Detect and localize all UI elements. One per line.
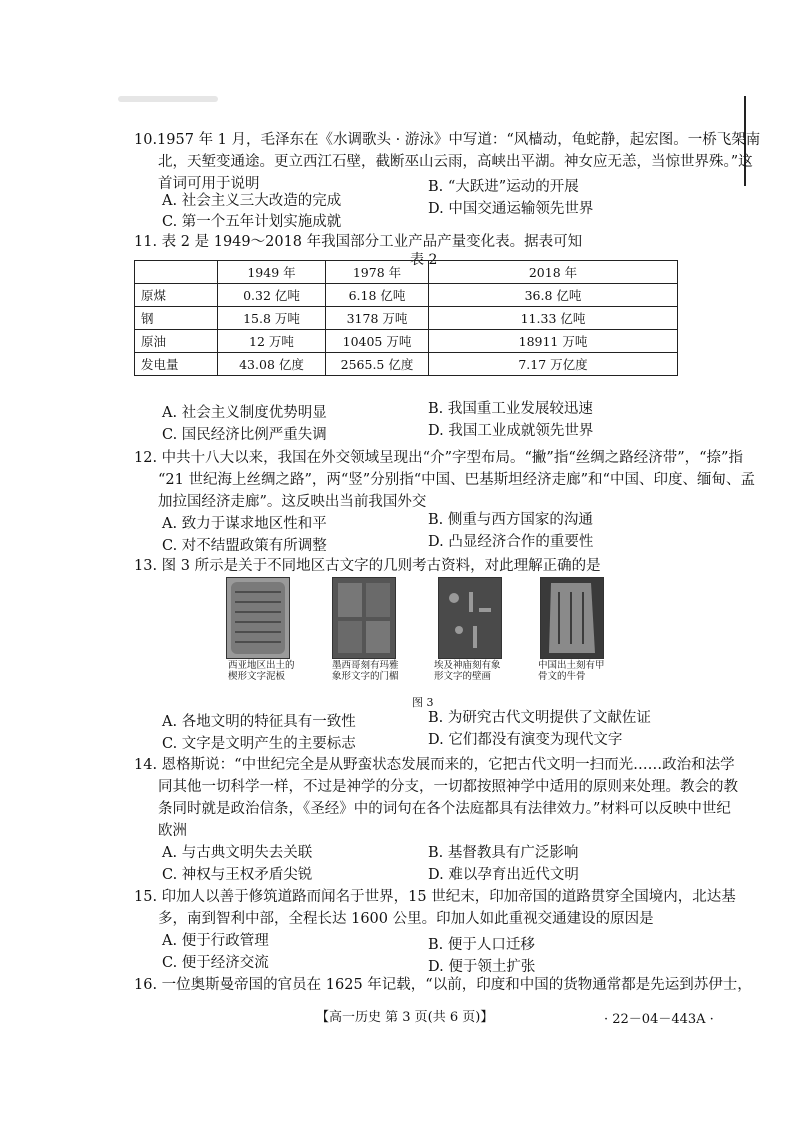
table-cell: 2565.5 亿度 <box>326 353 429 376</box>
table-cell: 原油 <box>135 330 218 353</box>
table-row <box>135 353 678 376</box>
figure-egypt <box>438 577 502 663</box>
q10-line3: 首词可用于说明 <box>158 176 260 192</box>
maya-lintel-image <box>332 577 396 659</box>
egypt-mural-image <box>438 577 502 659</box>
q13-line1: 13. 图 3 所示是关于不同地区古文字的几则考古资料，对此理解正确的是 <box>134 558 601 574</box>
table-cell: 0.32 亿吨 <box>218 284 326 307</box>
table-cell: 原煤 <box>135 284 218 307</box>
figure-oracle-bone <box>540 577 604 663</box>
table-row <box>135 307 678 330</box>
q15-line1: 15. 印加人以善于修筑道路而闻名于世界，15 世纪末，印加帝国的道路贯穿全国境内，北达基 <box>134 889 736 905</box>
caption-maya: 墨西哥刻有玛雅象形文字的门楣 <box>332 660 399 682</box>
q10-option-d: D. 中国交通运输领先世界 <box>428 201 594 217</box>
table-cell: 18911 万吨 <box>429 330 678 353</box>
q11-option-a: A. 社会主义制度优势明显 <box>162 405 327 421</box>
q15-line2: 多，南到智利中部，全程长达 1600 公里。印加人如此重视交通建设的原因是 <box>158 911 654 927</box>
q10-line1: 10.1957 年 1 月，毛泽东在《水调歌头 · 游泳》中写道：“风樯动，龟蛇静，起宏图。一桥飞架南 <box>134 132 761 148</box>
table-cell: 发电量 <box>135 353 218 376</box>
caption-oracle-bone: 中国出土刻有甲骨文的牛骨 <box>538 660 605 682</box>
paper-code: · 22－04－443A · <box>604 1012 714 1027</box>
q12-line3: 加拉国经济走廊”。这反映出当前我国外交 <box>158 494 427 510</box>
table-cell: 15.8 万吨 <box>218 307 326 330</box>
table-row <box>135 284 678 307</box>
table-header-cell: 1978 年 <box>326 261 429 284</box>
q11-option-b: B. 我国重工业发展较迅速 <box>428 401 593 417</box>
cuneiform-tablet-image <box>226 577 290 659</box>
q11-table-title: 表 2 <box>410 252 438 268</box>
q15-option-c: C. 便于经济交流 <box>162 955 269 971</box>
table-cell: 36.8 亿吨 <box>429 284 678 307</box>
q10-line2: 北，天堑变通途。更立西江石壁，截断巫山云雨，高峡出平湖。神女应无恙，当惊世界殊。”这 <box>158 154 753 170</box>
q14-line4: 欧洲 <box>158 823 187 839</box>
figure-3-label: 图 3 <box>412 696 434 709</box>
figure-maya <box>332 577 396 663</box>
q13-option-b: B. 为研究古代文明提供了文献佐证 <box>428 710 651 726</box>
table-cell: 10405 万吨 <box>326 330 429 353</box>
oracle-bone-image <box>540 577 604 659</box>
scan-smudge <box>118 96 218 102</box>
q14-option-a: A. 与古典文明失去关联 <box>162 845 313 861</box>
table-cell: 3178 万吨 <box>326 307 429 330</box>
q13-option-a: A. 各地文明的特征具有一致性 <box>162 714 356 730</box>
page-footer: 【高一历史 第 3 页(共 6 页)】 <box>316 1010 494 1025</box>
table-cell: 12 万吨 <box>218 330 326 353</box>
q10-option-c: C. 第一个五年计划实施成就 <box>162 214 342 230</box>
table-cell: 43.08 亿度 <box>218 353 326 376</box>
table-header-row <box>135 261 678 284</box>
table-cell: 7.17 万亿度 <box>429 353 678 376</box>
q14-line2: 同其他一切科学一样，不过是神学的分支，一切都按照神学中适用的原则来处理。教会的教 <box>158 779 738 795</box>
production-table <box>134 260 678 376</box>
q13-option-c: C. 文字是文明产生的主要标志 <box>162 736 356 752</box>
table-cell: 6.18 亿吨 <box>326 284 429 307</box>
q15-option-b: B. 便于人口迁移 <box>428 937 535 953</box>
q11-option-c: C. 国民经济比例严重失调 <box>162 427 327 443</box>
q12-option-d: D. 凸显经济合作的重要性 <box>428 534 594 550</box>
q14-option-c: C. 神权与王权矛盾尖锐 <box>162 867 313 883</box>
caption-egypt: 埃及神庙刻有象形文字的壁画 <box>434 660 501 682</box>
q12-option-c: C. 对不结盟政策有所调整 <box>162 538 327 554</box>
table-cell: 钢 <box>135 307 218 330</box>
q10-option-b: B. “大跃进”运动的开展 <box>428 179 579 195</box>
table-header-cell: 1949 年 <box>218 261 326 284</box>
q11-line1: 11. 表 2 是 1949～2018 年我国部分工业产品产量变化表。据表可知 <box>134 234 583 250</box>
table-row <box>135 330 678 353</box>
q11-option-d: D. 我国工业成就领先世界 <box>428 423 594 439</box>
q14-option-d: D. 难以孕育出近代文明 <box>428 867 579 883</box>
q12-line1: 12. 中共十八大以来，我国在外交领域呈现出“介”字型布局。“撇”指“丝绸之路经济带”，“捺”指 <box>134 450 743 466</box>
table-header-cell <box>135 261 218 284</box>
q16-line1: 16. 一位奥斯曼帝国的官员在 1625 年记载，“以前，印度和中国的货物通常都是先运到苏伊士， <box>134 977 752 993</box>
q10-option-a: A. 社会主义三大改造的完成 <box>162 193 342 209</box>
q12-option-a: A. 致力于谋求地区性和平 <box>162 516 327 532</box>
q14-line3: 条同时就是政治信条，《圣经》中的词句在各个法庭都具有法律效力。”材料可以反映中世纪 <box>158 801 731 817</box>
q13-option-d: D. 它们都没有演变为现代文字 <box>428 732 623 748</box>
caption-cuneiform: 西亚地区出土的楔形文字泥板 <box>228 660 295 682</box>
q14-option-b: B. 基督教具有广泛影响 <box>428 845 579 861</box>
q15-option-a: A. 便于行政管理 <box>162 933 269 949</box>
q14-line1: 14. 恩格斯说：“中世纪完全是从野蛮状态发展而来的，它把古代文明一扫而光……政治和法学 <box>134 757 735 773</box>
table-header-cell: 2018 年 <box>429 261 678 284</box>
q12-line2: “21 世纪海上丝绸之路”，两“竖”分别指“中国、巴基斯坦经济走廊”和“中国、印度、缅甸、孟 <box>158 472 755 488</box>
figure-cuneiform <box>226 577 290 663</box>
q12-option-b: B. 侧重与西方国家的沟通 <box>428 512 593 528</box>
q15-option-d: D. 便于领土扩张 <box>428 959 536 975</box>
table-cell: 11.33 亿吨 <box>429 307 678 330</box>
